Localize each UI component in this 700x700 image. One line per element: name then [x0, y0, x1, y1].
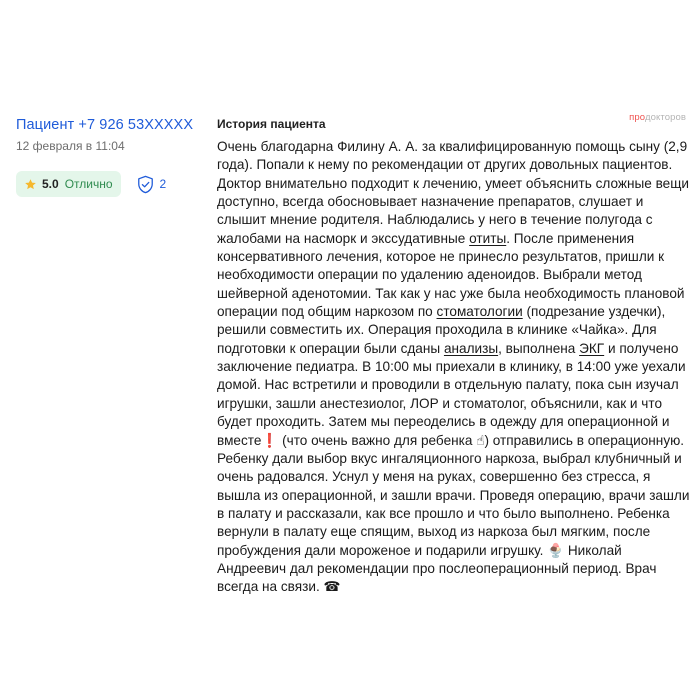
likes-button[interactable] [131, 171, 173, 197]
link-stomatology[interactable]: стоматологии [436, 304, 523, 320]
likes-count: 2 [159, 177, 167, 191]
review-date: 12 февраля в 11:04 [16, 139, 125, 153]
review-text-part-3: (подрезание уздечки), решили совместить их. Операция проходила в клинике «Чайка». Для подготовки к операции были сданы [217, 304, 666, 356]
review-text-part-1: Очень благодарна Филину А. А. за квалифицированную помощь сыну (2,9 года). Попали к нему по рекомендации от других довольных пациентов. Доктор внимательно подходит к лечению, умеет объяснить сложные вещи доступно, всегда обосновывает назначение препаратов, слушает и слышит мнение родителя. Наблюдались у него в течение полугода с жалобами на насморк и экссудативные [217, 139, 690, 246]
review-text-part-4: , выполнена [498, 340, 580, 356]
rating-value: 5.0 [42, 177, 59, 191]
link-analyses[interactable]: анализы [443, 340, 499, 356]
review-text-part-2: . После применения консервативного лечения, которое не принесло результатов, пришли к необходимости операции по удалению аденоидов. Выбрали метод шейверной аденотомии. Так как у нас уже была необходимость плановой операции под общим наркозом по [217, 230, 685, 320]
link-otity[interactable]: отиты [469, 230, 507, 246]
review-text-part-5: и получено заключение педиатра. В 10:00 мы приехали в клинику, в 14:00 уже уехали домой. Нас встретили и проводили в отдельную палату, пока сын изучал игрушки, зашли анестезиолог, ЛОР и стоматолог, объяснили, как и что будет проходить. Затем мы переоделись в одежду для операционной и вместе❗ (что очень важно для ребенка ☝) отправились в операционную. Ребенку дали выбор вкус ингаляционного наркоза, выбрал клубничный и очень радовался. Уснул у меня на руках, совершенно без стресса, я вышла из операционной, и зашли врачи. Проведя операцию, врачи зашли в палату и рассказали, как все прошло и что было выполнено. Ребенка вернули в палату еще спящим, выход из наркоза был мягким, после пробуждения дали мороженое и подарили игрушку. 🍨 Николай Андреевич дал рекомендации про послеоперационный период. Врач всегда на связи. ☎ [217, 340, 690, 595]
shield-check-icon [137, 175, 154, 194]
rating-badge [16, 171, 121, 197]
story-title: История пациента [217, 117, 326, 131]
review-chips [16, 171, 206, 197]
rating-label: Отлично [64, 177, 113, 191]
review-text [217, 138, 692, 597]
brand-logo [629, 112, 686, 123]
brand-part-2: докторов [644, 112, 686, 123]
brand-part-1: про [629, 112, 645, 123]
link-ekg[interactable]: ЭКГ [579, 340, 605, 356]
author-link[interactable]: Пациент +7 926 53XXXXX [16, 117, 194, 133]
review-meta [16, 116, 206, 197]
star-icon [24, 178, 37, 191]
